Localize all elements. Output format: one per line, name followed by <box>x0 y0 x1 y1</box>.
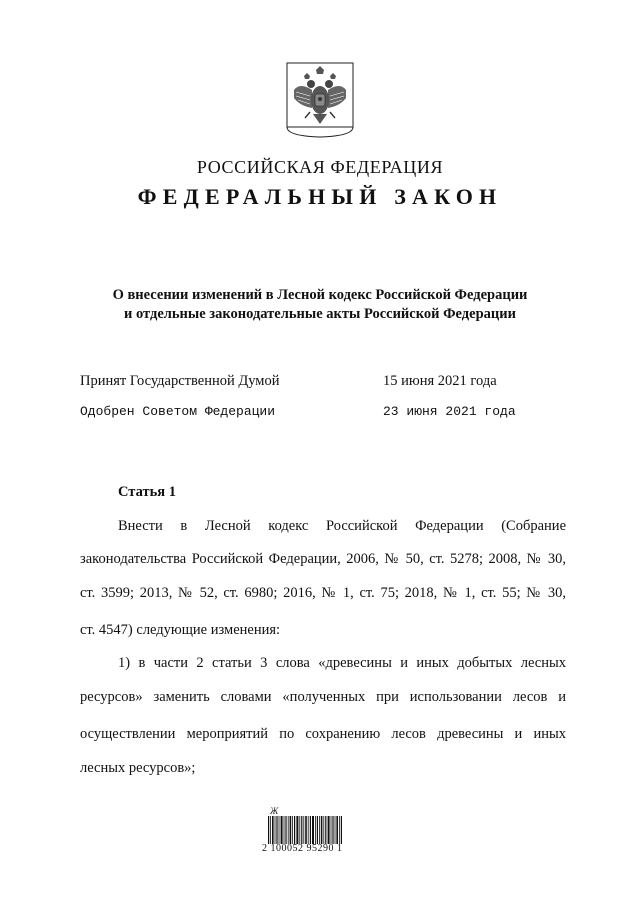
country-name: РОССИЙСКАЯ ФЕДЕРАЦИЯ <box>196 157 444 177</box>
article-text-line: Внести в Лесной кодекс Российской Федерации (Собрание <box>118 518 566 534</box>
council-approval-label: Одобрен Советом Федерации <box>80 404 276 419</box>
council-approval-date: 23 июня 2021 года <box>383 404 516 419</box>
duma-adoption-date: 15 июня 2021 года <box>383 373 497 389</box>
document-type: ФЕДЕРАЛЬНЫЙ ЗАКОН <box>137 184 503 209</box>
state-emblem-icon <box>286 62 354 138</box>
law-subject-line-2: и отдельные законодательные акты Российской Федерации <box>124 306 516 322</box>
article-text-line: законодательства Российской Федерации, 2006, № 50, ст. 5278; 2008, № 30, <box>80 551 566 567</box>
article-text-line: осуществлении мероприятий по сохранению лесов древесины и иных <box>80 726 566 742</box>
law-subject-line-1: О внесении изменений в Лесной кодекс Российской Федерации <box>112 287 528 303</box>
barcode-icon <box>268 816 342 844</box>
article-text-line: ресурсов» заменить словами «полученных при использовании лесов и <box>80 689 566 705</box>
article-text-line: лесных ресурсов»; <box>80 760 196 776</box>
law-subject <box>40 286 600 324</box>
barcode-handwritten-mark: Ж <box>270 806 279 816</box>
article-title: Статья 1 <box>118 484 176 500</box>
barcode-number: 2 100052 95290 1 <box>262 843 343 854</box>
article-text-line: ст. 3599; 2013, № 52, ст. 6980; 2016, № 1, ст. 75; 2018, № 1, ст. 55; № 30, <box>80 585 566 601</box>
duma-adoption-label: Принят Государственной Думой <box>80 373 280 389</box>
article-text-line: ст. 4547) следующие изменения: <box>80 622 281 638</box>
article-text-line: 1) в части 2 статьи 3 слова «древесины и иных добытых лесных <box>118 655 566 671</box>
